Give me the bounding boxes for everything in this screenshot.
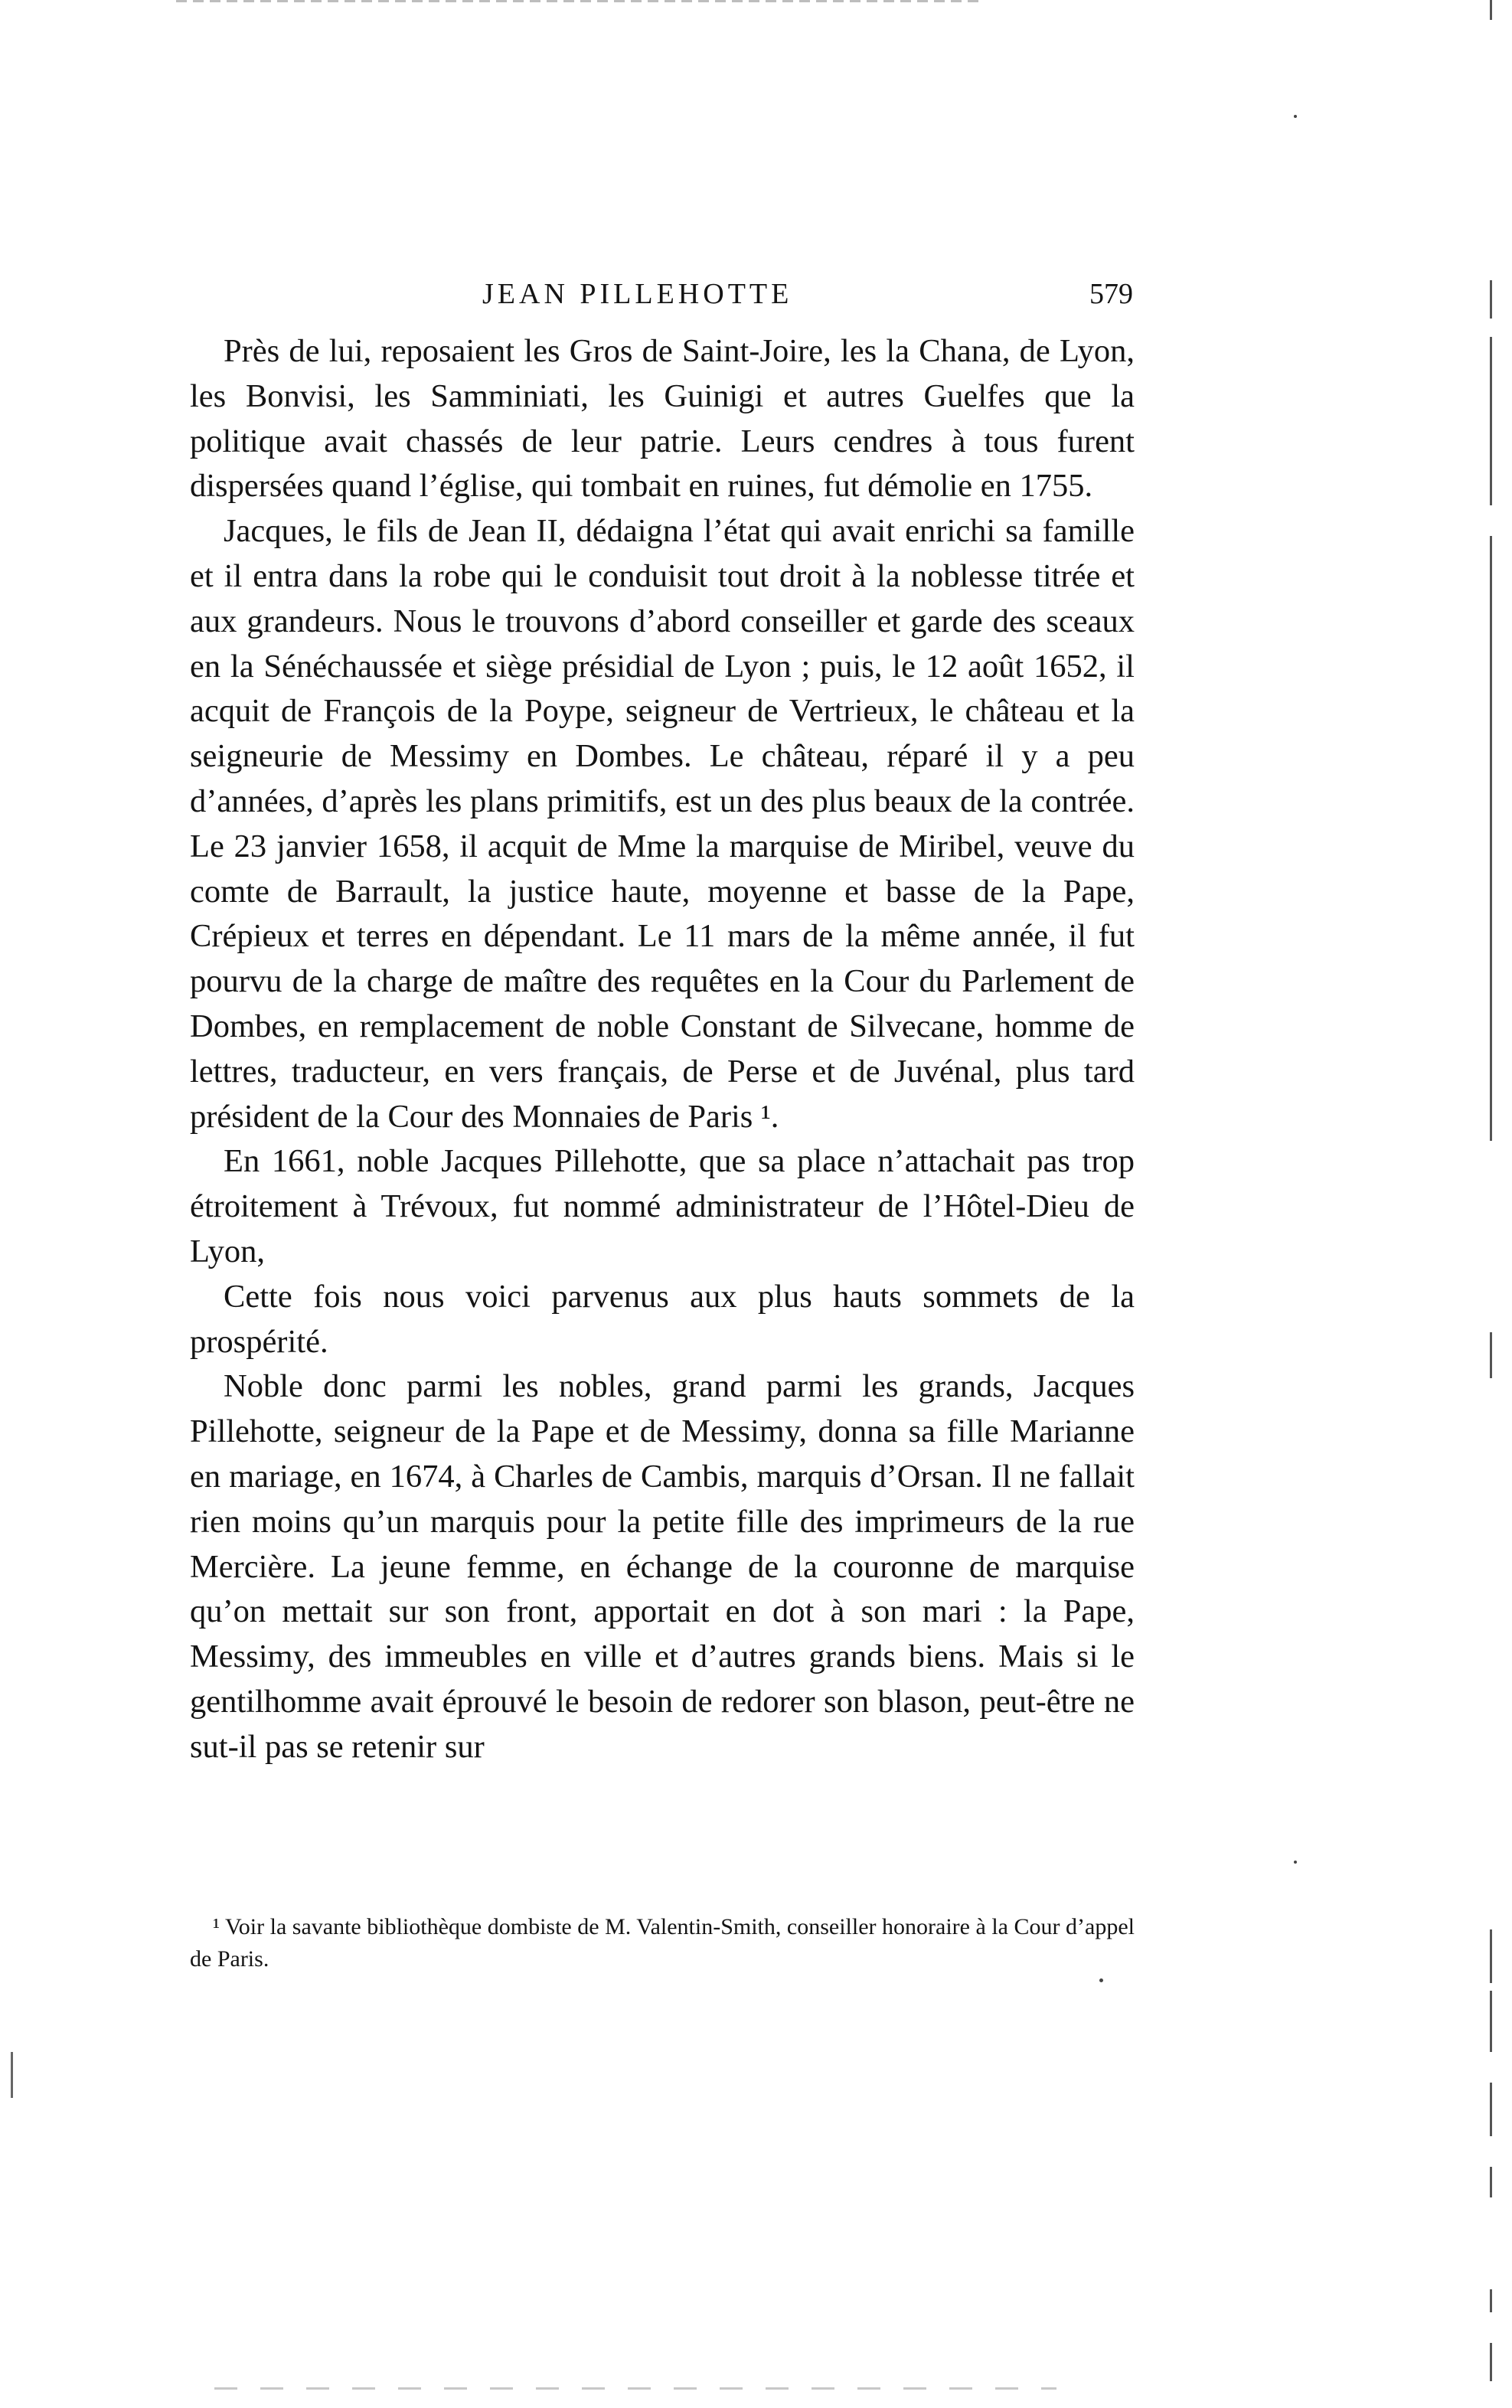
scan-margin-mark	[1490, 0, 1492, 20]
paragraph: Jacques, le fils de Jean II, dédaigna l’état qui avait enrichi sa famille et il entra dans la robe qui le conduisit tout droit à la noblesse titrée et aux grandeurs. Nous le trouvons d’abord conseiller et garde des sceaux en la Sénéchaussée et siège présidial de Lyon ; puis, le 12 août 1652, il acquit de François de la Poype, seigneur de Vertrieux, le château et la seigneurie de Messimy en Dombes. Le château, réparé il y a peu d’années, d’après les plans primitifs, est un des plus beaux de la contrée. Le 23 janvier 1658, il acquit de Mme la marquise de Miribel, veuve du comte de Barrault, la justice haute, moyenne et basse de la Pape, Crépieux et terres en dépendant. Le 11 mars de la même année, il fut pourvu de la charge de maître des requêtes en la Cour du Parlement de Dombes, en remplacement de noble Constant de Silvecane, homme de lettres, traducteur, en vers français, de Perse et de Juvénal, plus tard président de la Cour des Monnaies de Paris ¹.	[190, 513, 1135, 1135]
scan-speck	[1294, 1861, 1297, 1864]
scan-artifact-top	[176, 0, 980, 2]
scan-margin-mark	[1490, 2083, 1492, 2136]
scan-speck	[1294, 115, 1297, 118]
paragraph: Cette fois nous voici parvenus aux plus hauts sommets de la prospérité.	[190, 1278, 1135, 1360]
scan-margin-mark	[1490, 337, 1492, 505]
paragraph: En 1661, noble Jacques Pillehotte, que sa place n’attachait pas trop étroitement à Trévoux, fut nommé administrateur de l’Hôtel-Dieu de Lyon,	[190, 1143, 1135, 1269]
page-number: 579	[1089, 278, 1133, 310]
body-text	[190, 329, 1135, 1770]
scan-margin-mark	[1490, 1929, 1492, 1983]
scan-margin-mark-left	[11, 2052, 13, 2098]
paragraph: Noble donc parmi les nobles, grand parmi les grands, Jacques Pillehotte, seigneur de la Pape et de Messimy, donna sa fille Marianne en mariage, en 1674, à Charles de Cambis, marquis d’Orsan. Il ne fallait rien moins qu’un marquis pour la petite fille des imprimeurs de la rue Mercière. La jeune femme, en échange de la couronne de marquise qu’on mettait sur son front, apportait en dot à son mari : la Pape, Messimy, des immeubles en ville et d’autres grands biens. Mais si le gentilhomme avait éprouvé le besoin de redorer son blason, peut-être ne sut-il pas se retenir sur	[190, 1368, 1135, 1765]
scan-margin-mark	[1490, 1332, 1492, 1378]
scan-artifact-bottom	[214, 2387, 1056, 2390]
running-title: JEAN PILLEHOTTE	[482, 278, 793, 310]
scan-margin-mark	[1490, 1991, 1492, 2052]
scan-margin-mark	[1490, 536, 1492, 1141]
scan-margin-mark	[1490, 2289, 1492, 2312]
paragraph: Près de lui, reposaient les Gros de Saint-Joire, les la Chana, de Lyon, les Bonvisi, les Samminiati, les Guinigi et autres Guelfes que la politique avait chassés de leur patrie. Leurs cendres à tous furent dispersées quand l’église, qui tombait en ruines, fut démolie en 1755.	[190, 333, 1135, 505]
footnotes	[190, 1911, 1135, 1975]
scan-margin-mark	[1490, 2343, 1492, 2381]
scan-margin-mark	[1490, 2167, 1492, 2197]
running-header	[191, 277, 1133, 315]
footnote: ¹ Voir la savante bibliothèque dombiste de M. Valentin-Smith, conseiller honoraire à la Cour d’appel de Paris.	[190, 1914, 1135, 1972]
scan-margin-mark	[1490, 280, 1492, 319]
scan-speck	[1099, 1978, 1103, 1982]
